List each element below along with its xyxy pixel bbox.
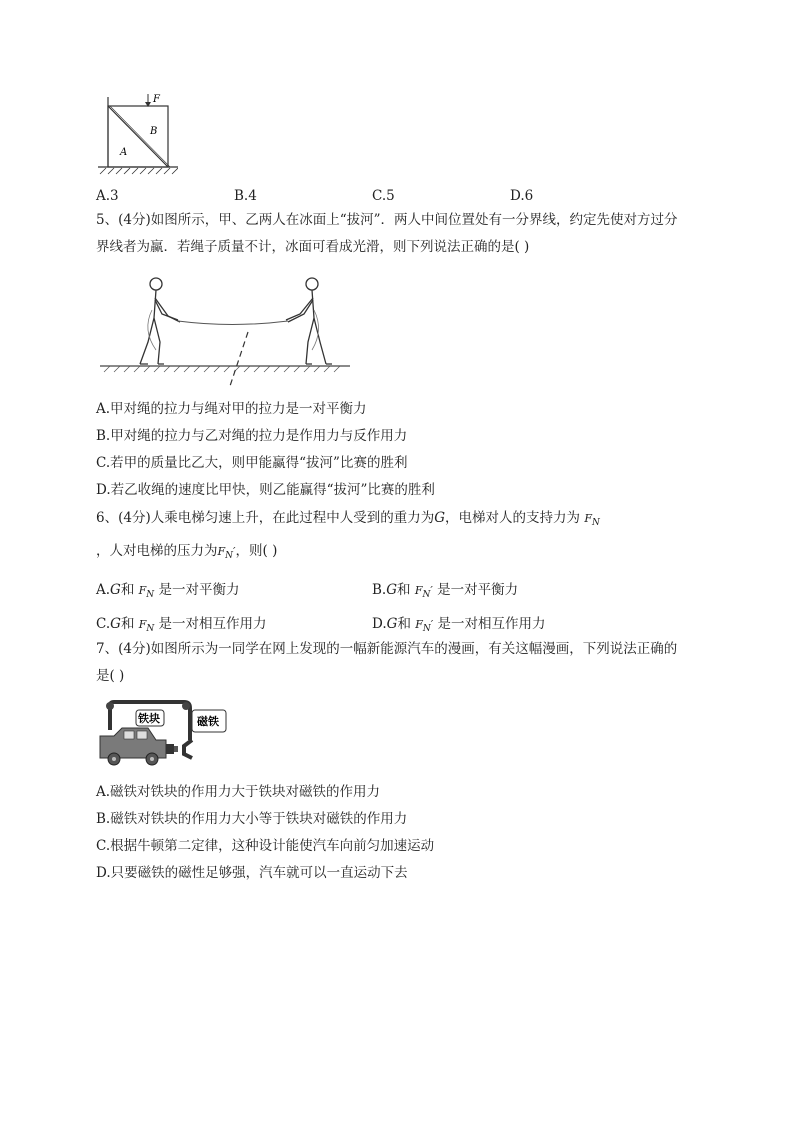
dividing-line [230,332,248,386]
rope [178,321,288,325]
q7-stem-line2: 是( ) [96,668,125,684]
q5-tug-of-war-figure [100,270,352,388]
q6-option-c[interactable]: C.G和 $F_N$ 是一对相互作用力 [96,616,267,635]
magnet [184,740,192,758]
q6-stem-line1: 6、(4分)人乘电梯匀速上升，在此过程中人受到的重力为G，电梯对人的支持力为 $F_N$ [96,510,600,529]
symbol-FN: $F_N$ [584,512,600,529]
magnet-label: 磁铁 [197,715,219,728]
symbol-FN-prime: $F_N'$ [217,545,236,562]
label-B: B [150,126,158,137]
person-left [140,278,180,364]
q4-option-a[interactable]: A.3 [96,188,119,204]
q4-block-figure [98,92,178,182]
q5-stem-line2: 界线者为赢．若绳子质量不计，冰面可看成光滑，则下列说法正确的是( ) [96,239,530,255]
q7-option-a[interactable]: A.磁铁对铁块的作用力大于铁块对磁铁的作用力 [96,784,381,800]
q7-option-c[interactable]: C.根据牛顿第二定律，这种设计能使汽车向前匀加速运动 [96,838,435,854]
person-right [286,278,332,364]
label-A: A [120,147,128,158]
q7-stem-line1: 7、(4分)如图所示为一同学在网上发现的一幅新能源汽车的漫画，有关这幅漫画，下列说法正确的 [96,641,678,657]
q5-option-a[interactable]: A.甲对绳的拉力与绳对甲的拉力是一对平衡力 [96,401,367,417]
q6-option-d[interactable]: D.G和 $F_N'$ 是一对相互作用力 [372,616,546,635]
symbol-G: G [434,510,446,526]
q5-option-c[interactable]: C.若甲的质量比乙大，则甲能赢得“拔河”比赛的胜利 [96,455,408,471]
q4-option-d[interactable]: D.6 [510,188,534,204]
q7-option-d[interactable]: D.只要磁铁的磁性足够强，汽车就可以一直运动下去 [96,865,408,881]
q7-magnet-car-figure [96,700,236,768]
q5-option-d[interactable]: D.若乙收绳的速度比甲快，则乙能赢得“拔河”比赛的胜利 [96,482,435,498]
q4-option-b[interactable]: B.4 [234,188,257,204]
q5-stem-line1: 5、(4分)如图所示，甲、乙两人在冰面上“拔河”．两人中间位置处有一分界线，约定先使对方过分 [96,212,678,228]
q7-option-b[interactable]: B.磁铁对铁块的作用力大小等于铁块对磁铁的作用力 [96,811,408,827]
iron-label: 铁块 [138,712,160,725]
q6-option-b[interactable]: B.G和 $F_N'$ 是一对平衡力 [372,582,519,601]
q5-option-b[interactable]: B.甲对绳的拉力与乙对绳的拉力是作用力与反作用力 [96,428,408,444]
label-F: F [153,94,160,105]
q4-option-c[interactable]: C.5 [372,188,395,204]
q6-option-a[interactable]: A.G和 $F_N$ 是一对平衡力 [96,582,240,601]
q6-stem-line2: ，人对电梯的压力为$F_N'$，则( ) [96,543,278,562]
